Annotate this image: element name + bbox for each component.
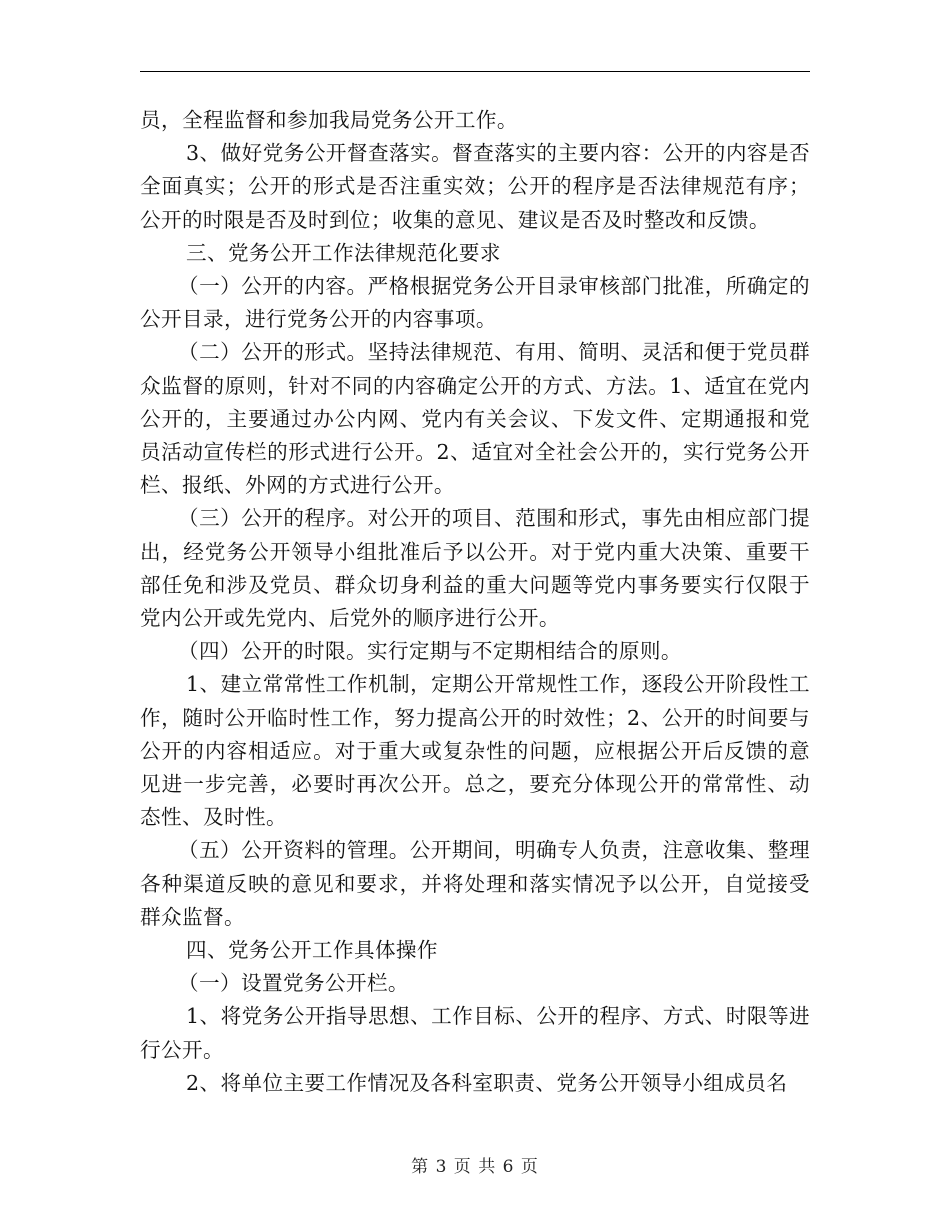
paragraph-3-2: （二）公开的形式。坚持法律规范、有用、简明、灵活和便于党员群众监督的原则，针对不同的内容确定公开的方式、方法。1、适宜在党内公开的，主要通过办公内网、党内有关会议、下发文件、定期通报和党员活动宣传栏的形式进行公开。2、适宜对全社会公开的，实行党务公开栏、报纸、外网的方式进行公开。 — [140, 340, 810, 498]
paragraph-3-1: （一）公开的内容。严格根据党务公开目录审核部门批准，所确定的公开目录，进行党务公开的内容事项。 — [140, 274, 810, 332]
paragraph-3-5: （五）公开资料的管理。公开期间，明确专人负责，注意收集、整理各种渠道反映的意见和要求，并将处理和落实情况予以公开，自觉接受群众监督。 — [140, 838, 810, 929]
paragraph-2: 3、做好党务公开督查落实。督查落实的主要内容：公开的内容是否全面真实；公开的形式是否注重实效；公开的程序是否法律规范有序；公开的时限是否及时到位；收集的意见、建议是否及时整改和反馈。 — [140, 141, 810, 232]
paragraph-4-1-item-2: 2、将单位主要工作情况及各科室职责、党务公开领导小组成员名 — [186, 1070, 788, 1095]
paragraph-3-4: （四）公开的时限。实行定期与不定期相结合的原则。 — [178, 639, 682, 664]
header-rule — [140, 71, 810, 72]
paragraph-4-1-item-1: 1、将党务公开指导思想、工作目标、公开的程序、方式、时限等进行公开。 — [140, 1004, 810, 1062]
paragraph-4-1: （一）设置党务公开栏。 — [178, 971, 409, 996]
paragraph-3-4-detail: 1、建立常常性工作机制，定期公开常规性工作，逐段公开阶段性工作，随时公开临时性工作，努力提高公开的时效性；2、公开的时间要与公开的内容相适应。对于重大或复杂性的问题，应根据公开后反馈的意见进一步完善，必要时再次公开。总之，要充分体现公开的常常性、动态性、及时性。 — [140, 672, 810, 830]
page-number-footer: 第 3 页 共 6 页 — [411, 1157, 539, 1177]
section-heading-4: 四、党务公开工作具体操作 — [186, 938, 438, 963]
section-heading-3: 三、党务公开工作法律规范化要求 — [186, 240, 501, 265]
paragraph-3-3: （三）公开的程序。对公开的项目、范围和形式，事先由相应部门提出，经党务公开领导小组批准后予以公开。对于党内重大决策、重要干部任免和涉及党员、群众切身利益的重大问题等党内事务要实行仅限于党内公开或先党内、后党外的顺序进行公开。 — [140, 506, 810, 631]
document-body — [140, 104, 810, 1100]
paragraph-1: 员，全程监督和参加我局党务公开工作。 — [140, 108, 518, 132]
